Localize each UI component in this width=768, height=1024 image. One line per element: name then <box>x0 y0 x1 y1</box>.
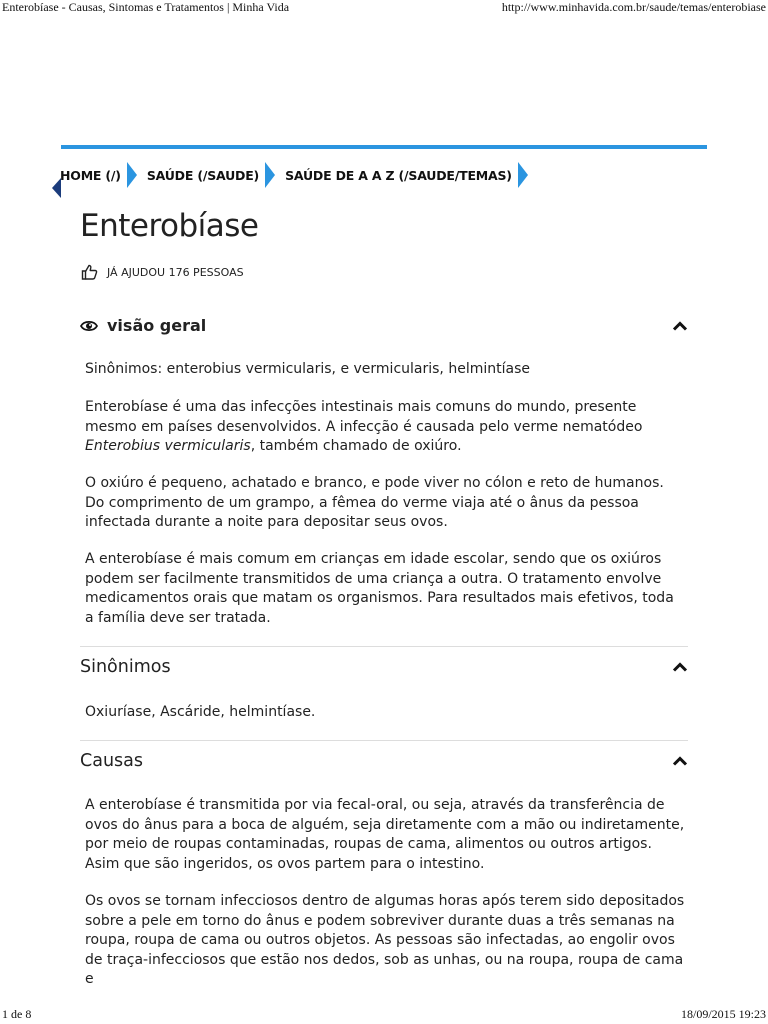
print-url: http://www.minhavida.com.br/saude/temas/enterobiase <box>501 0 766 14</box>
overview-paragraph: O oxiúro é pequeno, achatado e branco, e pode viver no cólon e reto de humanos. Do comprimento de um grampo, a fêmea do verme viaja até o ânus da pessoa infectada durante a noite para depositar seus ovos. <box>85 475 664 530</box>
breadcrumb-separator-icon <box>265 162 275 188</box>
print-title: Enterobíase - Causas, Sintomas e Tratamentos | Minha Vida <box>2 0 290 14</box>
overview-p2-part1: Enterobíase é uma das infecções intestinais mais comuns do mundo, presente mesmo em países desenvolvidos. A infecção é causada pelo verme nematódeo <box>85 399 643 435</box>
print-header <box>0 0 768 15</box>
section-overview-title <box>80 316 206 335</box>
section-overview-header[interactable] <box>80 316 688 335</box>
helped-label: JÁ AJUDOU 176 PESSOAS <box>107 265 244 279</box>
chevron-up-icon[interactable] <box>672 661 688 673</box>
print-datetime: 18/09/2015 19:23 <box>680 1007 766 1021</box>
section-divider <box>80 740 688 741</box>
overview-paragraph: A enterobíase é mais comum em crianças em idade escolar, sendo que os oxiúros podem ser facilmente transmitidos de uma criança a outra. O tratamento envolve medicamentos orais que matam os organismos. Para resultados mais efetivos, toda a família deve ser tratada. <box>85 551 674 626</box>
synonyms-text: Oxiuríase, Ascáride, helmintíase. <box>85 704 316 720</box>
section-synonyms-title: Sinônimos <box>80 657 171 677</box>
helped-counter[interactable] <box>81 263 244 281</box>
breadcrumb-separator-icon <box>518 162 528 188</box>
section-causes-header[interactable] <box>80 751 688 771</box>
overview-synonyms-text: Sinônimos: enterobius vermicularis, e vermicularis, helmintíase <box>85 361 530 377</box>
breadcrumb-saude-az-label[interactable]: SAÚDE DE A A Z (/SAUDE/TEMAS) <box>285 167 512 183</box>
breadcrumb-saude[interactable] <box>147 162 285 188</box>
overview-p2-part2: , também chamado de oxiúro. <box>250 438 462 454</box>
chevron-up-icon[interactable] <box>672 755 688 767</box>
breadcrumb <box>60 160 538 190</box>
breadcrumb-saude-label[interactable]: SAÚDE (/SAUDE) <box>146 167 260 183</box>
breadcrumb-saude-az[interactable] <box>285 162 538 188</box>
print-footer <box>0 1007 768 1022</box>
overview-paragraph <box>85 398 685 457</box>
breadcrumb-home-label[interactable]: HOME (/) <box>60 167 121 183</box>
breadcrumb-separator-icon <box>127 162 137 188</box>
thumbs-up-icon[interactable] <box>81 263 99 281</box>
chevron-up-icon[interactable] <box>672 320 688 332</box>
header-rule <box>61 145 707 149</box>
causes-paragraph: A enterobíase é transmitida por via fecal-oral, ou seja, através da transferência de ovos do ânus para a boca de alguém, seja diretamente com a mão ou indiretamente, por meio de roupas contaminadas, roupas de cama, alimentos ou outros artigos. Asim que são ingeridos, os ovos partem para o intestino. <box>85 797 685 872</box>
breadcrumb-home[interactable] <box>60 162 147 188</box>
print-page-number: 1 de 8 <box>2 1007 32 1021</box>
section-synonyms-header[interactable] <box>80 657 688 677</box>
section-causes-title: Causas <box>80 751 143 771</box>
section-overview-label: visão geral <box>107 316 207 335</box>
section-divider <box>80 646 688 647</box>
overview-p2-species: Enterobius vermicularis <box>85 438 251 454</box>
eye-icon <box>80 319 98 333</box>
causes-paragraph: Os ovos se tornam infecciosos dentro de algumas horas após terem sido depositados sobre a pele em torno do ânus e podem sobreviver durante duas a três semanas na roupa, roupa de cama ou outros objetos. As pessoas são infectadas, ao engolir ovos de traça-infecciosos que estão nos dedos, sob as unhas, ou na roupa, roupa de cama e <box>85 893 685 987</box>
page-title: Enterobíase <box>80 208 259 244</box>
